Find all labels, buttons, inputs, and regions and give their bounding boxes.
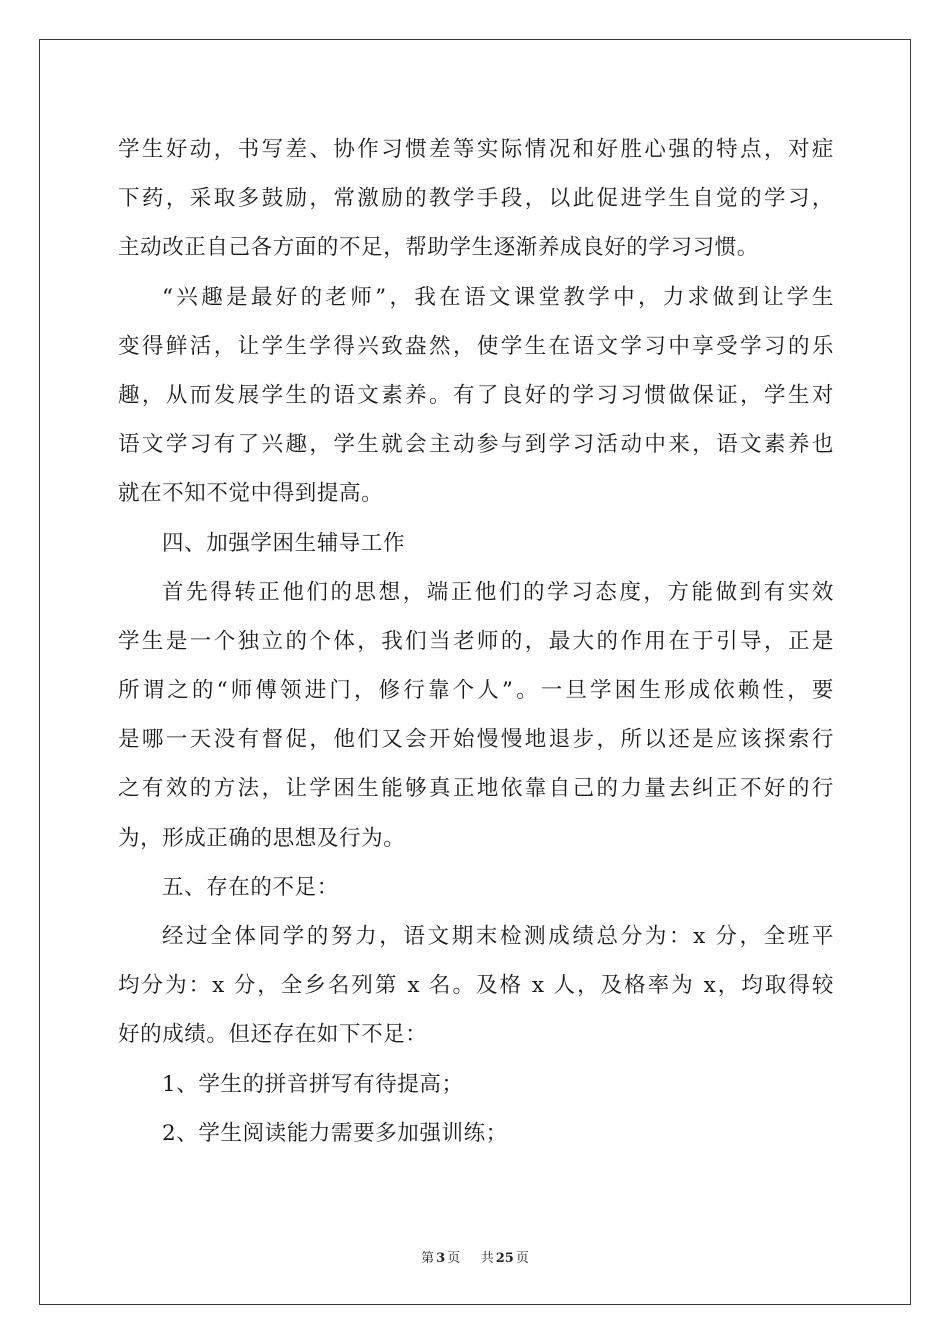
- text-line: 所谓之的“师傅领进门，修行靠个人”。一旦学困生形成依赖性，要: [118, 678, 834, 704]
- page-label: 第: [421, 1251, 435, 1266]
- text-line: 是哪一天没有督促，他们又会开始慢慢地退步，所以还是应该探索行: [118, 727, 834, 753]
- text-line: 趣，从而发展学生的语文素养。有了良好的学习习惯做保证，学生对: [118, 382, 834, 408]
- text-line: 学生好动，书写差、协作习惯差等实际情况和好胜心强的特点，对症: [118, 137, 834, 162]
- current-page-number: 3: [436, 1251, 446, 1266]
- text-line: 为，形成正确的思想及行为。: [118, 825, 406, 851]
- total-label: 共: [480, 1251, 494, 1266]
- section-heading: 五、存在的不足：: [162, 874, 339, 900]
- text-line: 之有效的方法，让学困生能够真正地依靠自己的力量去纠正不好的行: [118, 776, 834, 802]
- text-line: 首先得转正他们的思想，端正他们的学习态度，方能做到有实效: [162, 579, 834, 605]
- text-line: 就在不知不觉中得到提高。: [118, 481, 384, 507]
- text-line: 好的成绩。但还存在如下不足：: [118, 1022, 428, 1048]
- page-footer: [0, 1247, 950, 1266]
- list-item: 2、学生阅读能力需要多加强训练；: [162, 1120, 508, 1146]
- text-line: 学生是一个独立的个体，我们当老师的，最大的作用在于引导，正是: [118, 628, 834, 654]
- total-suffix: 页: [515, 1251, 529, 1266]
- text-line: 均分为：x 分，全乡名列第 x 名。及格 x 人，及格率为 x，均取得较: [118, 973, 834, 999]
- text-line: 经过全体同学的努力，语文期末检测成绩总分为：x 分，全班平: [162, 924, 834, 949]
- text-line: 变得鲜活，让学生学得兴致盎然，使学生在语文学习中享受学习的乐: [118, 333, 834, 359]
- text-line: 语文学习有了兴趣，学生就会主动参与到学习活动中来，语文素养也: [118, 432, 834, 458]
- page-suffix: 页: [447, 1251, 461, 1266]
- document-body: [118, 125, 834, 1158]
- text-line: 下药，采取多鼓励，常激励的教学手段，以此促进学生自觉的学习，: [118, 186, 834, 212]
- section-heading: 四、加强学困生辅导工作: [162, 530, 406, 556]
- text-line: “兴趣是最好的老师”，我在语文课堂教学中，力求做到让学生: [162, 284, 834, 310]
- text-line: 主动改正自己各方面的不足，帮助学生逐渐养成良好的学习习惯。: [118, 235, 759, 261]
- total-pages-number: 25: [495, 1251, 514, 1266]
- list-item: 1、学生的拼音拼写有待提高；: [162, 1071, 464, 1097]
